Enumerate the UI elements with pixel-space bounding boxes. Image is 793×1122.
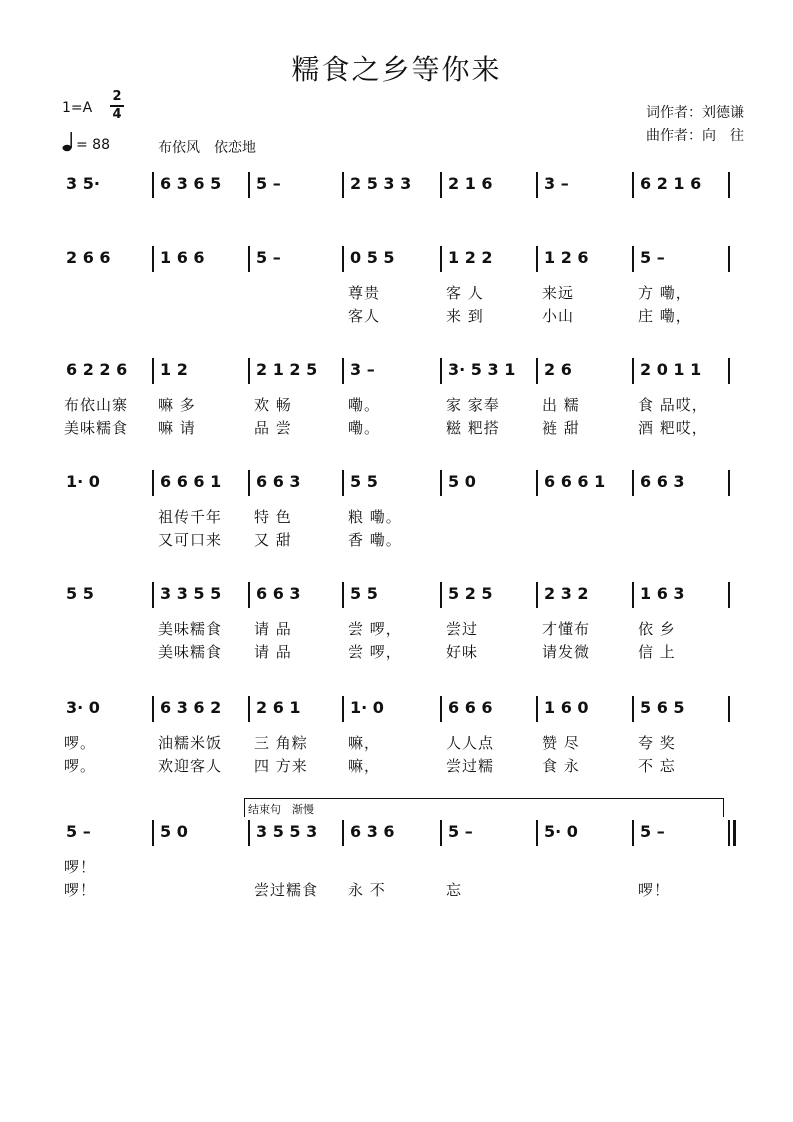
measure-notes: 5 6 5 — [640, 698, 685, 717]
lyric-verse-2: 不 忘 — [638, 757, 676, 775]
lyric-verse-2: 啰。 — [64, 757, 97, 775]
lyric-verse-1: 祖传千年 — [158, 508, 223, 526]
lyric-verse-2: 四 方来 — [254, 757, 308, 775]
measure-notes: 5 5 — [66, 584, 94, 603]
lyric-verse-1: 食 品哎， — [638, 396, 708, 414]
measure-notes: 1 6 6 — [160, 248, 205, 267]
bar-line — [728, 696, 730, 722]
bar-line — [536, 696, 538, 722]
measure-notes: 5 – — [448, 822, 473, 841]
lyric-verse-2: 美味糯食 — [158, 643, 223, 661]
measure-notes: 5 – — [640, 248, 665, 267]
measure-notes: 6 6 3 — [256, 472, 301, 491]
lyric-verse-1: 美味糯食 — [158, 620, 223, 638]
lyric-verse-2: 小山 — [542, 307, 575, 325]
bar-line — [342, 582, 344, 608]
bar-line — [536, 246, 538, 272]
lyric-verse-1: 粮 嘞。 — [348, 508, 402, 526]
lyric-verse-2: 嘞。 — [348, 419, 381, 437]
bar-line — [632, 582, 634, 608]
bar-line — [248, 172, 250, 198]
song-title: 糯食之乡等你来 — [291, 53, 502, 86]
lyric-verse-1: 三 角粽 — [254, 734, 308, 752]
bar-line — [728, 246, 730, 272]
bar-line — [152, 582, 154, 608]
lyric-verse-2: 庄 嘞， — [638, 307, 692, 325]
measure-notes: 2 3 2 — [544, 584, 589, 603]
bar-line — [632, 820, 634, 846]
tempo-marking: = 88 — [76, 137, 110, 153]
measure-notes: 3 – — [544, 174, 569, 193]
measure-notes: 6 6 6 — [448, 698, 493, 717]
measure-notes: 5 5 — [350, 584, 378, 603]
bar-line — [342, 820, 344, 846]
bar-line — [728, 358, 730, 384]
lyric-verse-1: 油糯米饭 — [158, 734, 223, 752]
measure-notes: 6 6 6 1 — [544, 472, 606, 491]
measure-notes: 3· 0 — [66, 698, 100, 717]
measure-notes: 1 2 6 — [544, 248, 589, 267]
bar-line — [440, 696, 442, 722]
lyricist-credit: 词作者：刘德谦 — [646, 105, 744, 121]
lyric-verse-2: 裢 甜 — [542, 419, 580, 437]
lyric-verse-2: 嘛， — [348, 757, 381, 775]
measure-notes: 2 1 2 5 — [256, 360, 318, 379]
key-signature: 1=A — [62, 100, 93, 116]
lyric-verse-2: 好味 — [446, 643, 479, 661]
measure-notes: 3 5· — [66, 174, 100, 193]
bar-line — [342, 696, 344, 722]
bar-line — [536, 470, 538, 496]
lyric-verse-2: 请发微 — [542, 643, 591, 661]
measure-notes: 6 2 2 6 — [66, 360, 128, 379]
measure-notes: 6 6 3 — [640, 472, 685, 491]
measure-notes: 6 3 6 — [350, 822, 395, 841]
bar-line — [728, 172, 730, 198]
lyric-verse-2: 食 永 — [542, 757, 580, 775]
ending-bracket — [244, 798, 724, 817]
lyric-verse-2: 信 上 — [638, 643, 676, 661]
bar-line — [152, 172, 154, 198]
ending-label: 结束句 渐慢 — [248, 803, 314, 816]
measure-notes: 2 6 1 — [256, 698, 301, 717]
bar-line — [536, 358, 538, 384]
lyric-verse-1: 人人点 — [446, 734, 495, 752]
lyric-verse-1: 尝过 — [446, 620, 479, 638]
bar-line — [152, 820, 154, 846]
measure-notes: 6 3 6 5 — [160, 174, 222, 193]
lyric-verse-2: 请 品 — [254, 643, 292, 661]
lyric-verse-2: 嘛 请 — [158, 419, 196, 437]
measure-notes: 2 6 — [544, 360, 572, 379]
bar-line — [728, 820, 730, 846]
lyric-verse-1: 尊贵 — [348, 284, 381, 302]
lyric-verse-2: 尝过糯 — [446, 757, 495, 775]
lyric-verse-2: 酒 粑哎， — [638, 419, 708, 437]
lyric-verse-1: 欢 畅 — [254, 396, 292, 414]
measure-notes: 5· 0 — [544, 822, 578, 841]
bar-line — [248, 470, 250, 496]
bar-line — [248, 820, 250, 846]
lyric-verse-1: 嘛 多 — [158, 396, 196, 414]
bar-line — [632, 172, 634, 198]
measure-notes: 2 5 3 3 — [350, 174, 412, 193]
lyric-verse-2: 啰！ — [638, 881, 671, 899]
measure-notes: 5 – — [66, 822, 91, 841]
bar-line — [536, 820, 538, 846]
lyric-verse-2: 又可口来 — [158, 531, 223, 549]
time-signature-top: 2 — [112, 89, 122, 104]
measure-notes: 1 6 0 — [544, 698, 589, 717]
lyric-verse-2: 尝过糯食 — [254, 881, 319, 899]
bar-line — [536, 582, 538, 608]
lyric-verse-2: 忘 — [446, 881, 463, 899]
bar-line — [440, 172, 442, 198]
measure-notes: 1 2 2 — [448, 248, 493, 267]
time-signature-bottom: 4 — [112, 107, 122, 122]
lyric-verse-1: 家 家奉 — [446, 396, 500, 414]
final-bar-line — [733, 820, 736, 846]
measure-notes: 5 5 — [350, 472, 378, 491]
measure-notes: 5 0 — [160, 822, 188, 841]
bar-line — [440, 246, 442, 272]
lyric-verse-2: 来 到 — [446, 307, 484, 325]
lyric-verse-1: 才懂布 — [542, 620, 591, 638]
lyric-verse-2: 永 不 — [348, 881, 386, 899]
lyric-verse-1: 啰。 — [64, 734, 97, 752]
measure-notes: 5 0 — [448, 472, 476, 491]
lyric-verse-1: 依 乡 — [638, 620, 676, 638]
bar-line — [342, 172, 344, 198]
lyric-verse-1: 嘛， — [348, 734, 381, 752]
lyric-verse-1: 啰！ — [64, 858, 97, 876]
bar-line — [342, 246, 344, 272]
bar-line — [632, 358, 634, 384]
bar-line — [152, 246, 154, 272]
measure-notes: 5 2 5 — [448, 584, 493, 603]
measure-notes: 2 0 1 1 — [640, 360, 702, 379]
lyric-verse-1: 尝 啰， — [348, 620, 402, 638]
lyric-verse-1: 出 糯 — [542, 396, 580, 414]
bar-line — [728, 582, 730, 608]
bar-line — [248, 246, 250, 272]
bar-line — [728, 470, 730, 496]
bar-line — [632, 470, 634, 496]
bar-line — [342, 358, 344, 384]
lyric-verse-1: 赞 尽 — [542, 734, 580, 752]
lyric-verse-1: 夸 奖 — [638, 734, 676, 752]
measure-notes: 5 – — [256, 248, 281, 267]
lyric-verse-1: 请 品 — [254, 620, 292, 638]
lyric-verse-1: 嘞。 — [348, 396, 381, 414]
lyric-verse-2: 欢迎客人 — [158, 757, 223, 775]
measure-notes: 1· 0 — [66, 472, 100, 491]
bar-line — [248, 358, 250, 384]
measure-notes: 3 – — [350, 360, 375, 379]
bar-line — [440, 470, 442, 496]
measure-notes: 3 5 5 3 — [256, 822, 318, 841]
bar-line — [152, 696, 154, 722]
lyric-verse-2: 啰！ — [64, 881, 97, 899]
bar-line — [632, 696, 634, 722]
measure-notes: 1· 0 — [350, 698, 384, 717]
lyric-verse-2: 又 甜 — [254, 531, 292, 549]
bar-line — [440, 358, 442, 384]
measure-notes: 2 1 6 — [448, 174, 493, 193]
bar-line — [152, 470, 154, 496]
measure-notes: 3· 5 3 1 — [448, 360, 516, 379]
measure-notes: 2 6 6 — [66, 248, 111, 267]
intro-text: 布依风 依恋地 — [158, 140, 256, 156]
lyric-verse-2: 尝 啰， — [348, 643, 402, 661]
lyric-verse-2: 糍 粑搭 — [446, 419, 500, 437]
bar-line — [536, 172, 538, 198]
composer-credit: 曲作者：向 往 — [646, 128, 744, 144]
measure-notes: 0 5 5 — [350, 248, 395, 267]
measure-notes: 6 2 1 6 — [640, 174, 702, 193]
lyric-verse-1: 客 人 — [446, 284, 484, 302]
lyric-verse-1: 特 色 — [254, 508, 292, 526]
lyric-verse-2: 客人 — [348, 307, 381, 325]
bar-line — [152, 358, 154, 384]
lyric-verse-1: 来远 — [542, 284, 575, 302]
measure-notes: 5 – — [640, 822, 665, 841]
measure-notes: 1 2 — [160, 360, 188, 379]
measure-notes: 6 3 6 2 — [160, 698, 222, 717]
lyric-verse-2: 香 嘞。 — [348, 531, 402, 549]
bar-line — [440, 582, 442, 608]
measure-notes: 1 6 3 — [640, 584, 685, 603]
bar-line — [342, 470, 344, 496]
bar-line — [248, 582, 250, 608]
measure-notes: 3 3 5 5 — [160, 584, 222, 603]
measure-notes: 6 6 3 — [256, 584, 301, 603]
measure-notes: 5 – — [256, 174, 281, 193]
measure-notes: 6 6 6 1 — [160, 472, 222, 491]
lyric-verse-2: 品 尝 — [254, 419, 292, 437]
bar-line — [632, 246, 634, 272]
bar-line — [440, 820, 442, 846]
lyric-verse-2: 美味糯食 — [64, 419, 129, 437]
lyric-verse-1: 方 嘞， — [638, 284, 692, 302]
lyric-verse-1: 布依山寨 — [64, 396, 129, 414]
bar-line — [248, 696, 250, 722]
